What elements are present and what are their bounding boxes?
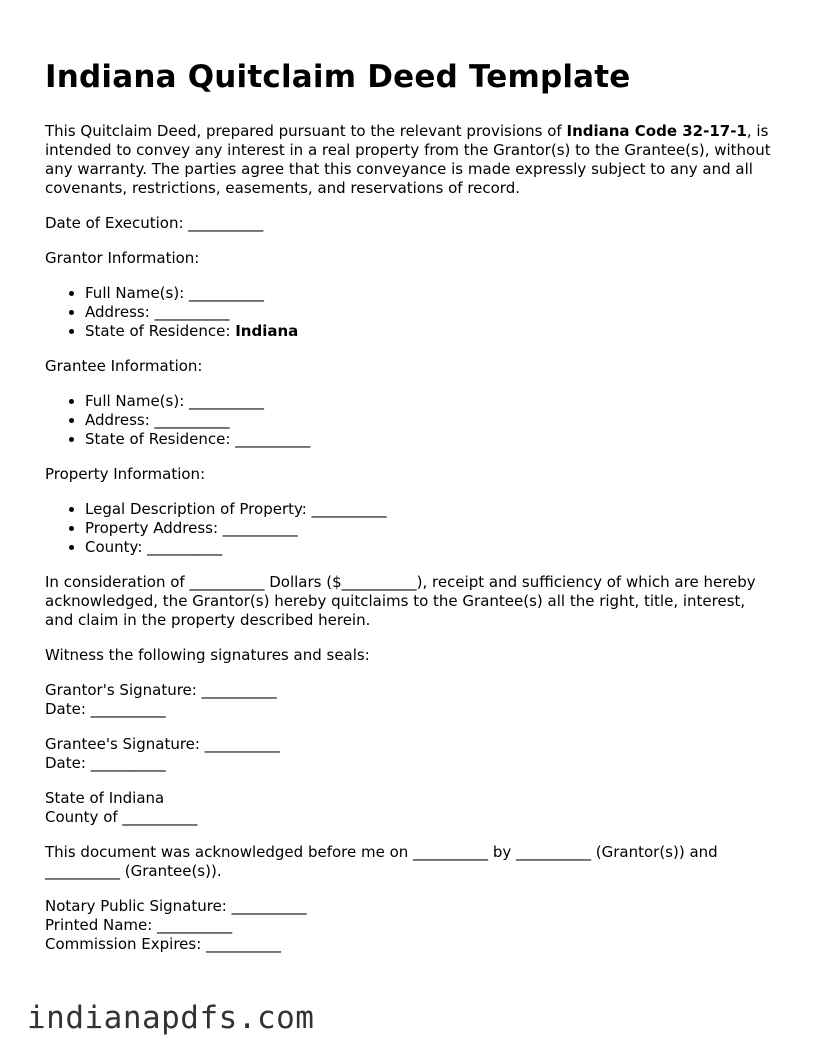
notary-signature: Notary Public Signature: __________ (45, 897, 307, 915)
date-of-execution: Date of Execution: __________ (45, 214, 264, 232)
property-address: • Property Address: __________ (85, 519, 775, 538)
notary-venue-block (45, 789, 775, 827)
consideration-paragraph: In consideration of __________ Dollars ($__________), receipt and sufficiency of which are hereby acknowledged, the Grantor(s) hereby quitclaims to the Grantee(s) all the right, title, interest, and claim in the property described herein. (45, 573, 756, 629)
grantor-signature-block (45, 681, 775, 719)
property-list (45, 500, 775, 557)
notary-block (45, 897, 775, 954)
grantor-signature-line: Grantor's Signature: __________ (45, 681, 277, 699)
grantor-address: • Address: __________ (85, 303, 775, 322)
intro-paragraph (45, 122, 775, 198)
grantee-address: • Address: __________ (85, 411, 775, 430)
property-county: • County: __________ (85, 538, 775, 557)
witness-line: Witness the following signatures and seals: (45, 646, 370, 664)
acknowledgment-paragraph: This document was acknowledged before me on __________ by __________ (Grantor(s)) and __________ (Grantee(s)). (45, 843, 718, 880)
grantor-residence (85, 322, 775, 341)
grantor-list (45, 284, 775, 341)
property-legal-description: • Legal Description of Property: __________ (85, 500, 775, 519)
grantee-signature-date: Date: __________ (45, 754, 166, 772)
intro-text-before: This Quitclaim Deed, prepared pursuant to the relevant provisions of (45, 122, 567, 140)
intro-text-after: , is intended to convey any interest in a real property from the Grantor(s) to the Grantee(s), without any warranty. The parties agree that this conveyance is made expressly subject to any and all covenants, restrictions, easements, and reservations of record. (45, 122, 771, 197)
grantee-signature-block (45, 735, 775, 773)
grantee-list (45, 392, 775, 449)
property-heading: Property Information: (45, 465, 206, 483)
venue-county: County of __________ (45, 808, 198, 826)
grantor-full-name: • Full Name(s): __________ (85, 284, 775, 303)
grantee-heading: Grantee Information: (45, 357, 203, 375)
venue-state: State of Indiana (45, 789, 165, 807)
notary-printed-name: Printed Name: __________ (45, 916, 233, 934)
notary-commission: Commission Expires: __________ (45, 935, 282, 953)
page-title: Indiana Quitclaim Deed Template (45, 59, 631, 95)
grantor-residence-value: Indiana (235, 322, 299, 340)
site-watermark: indianapdfs.com (27, 1000, 315, 1036)
grantor-signature-date: Date: __________ (45, 700, 166, 718)
intro-code: Indiana Code 32-17-1 (566, 122, 747, 140)
grantor-heading: Grantor Information: (45, 249, 200, 267)
grantor-residence-label: State of Residence: (85, 322, 236, 340)
document-page (45, 56, 775, 970)
grantee-residence: • State of Residence: __________ (85, 430, 775, 449)
grantee-signature-line: Grantee's Signature: __________ (45, 735, 280, 753)
grantee-full-name: • Full Name(s): __________ (85, 392, 775, 411)
